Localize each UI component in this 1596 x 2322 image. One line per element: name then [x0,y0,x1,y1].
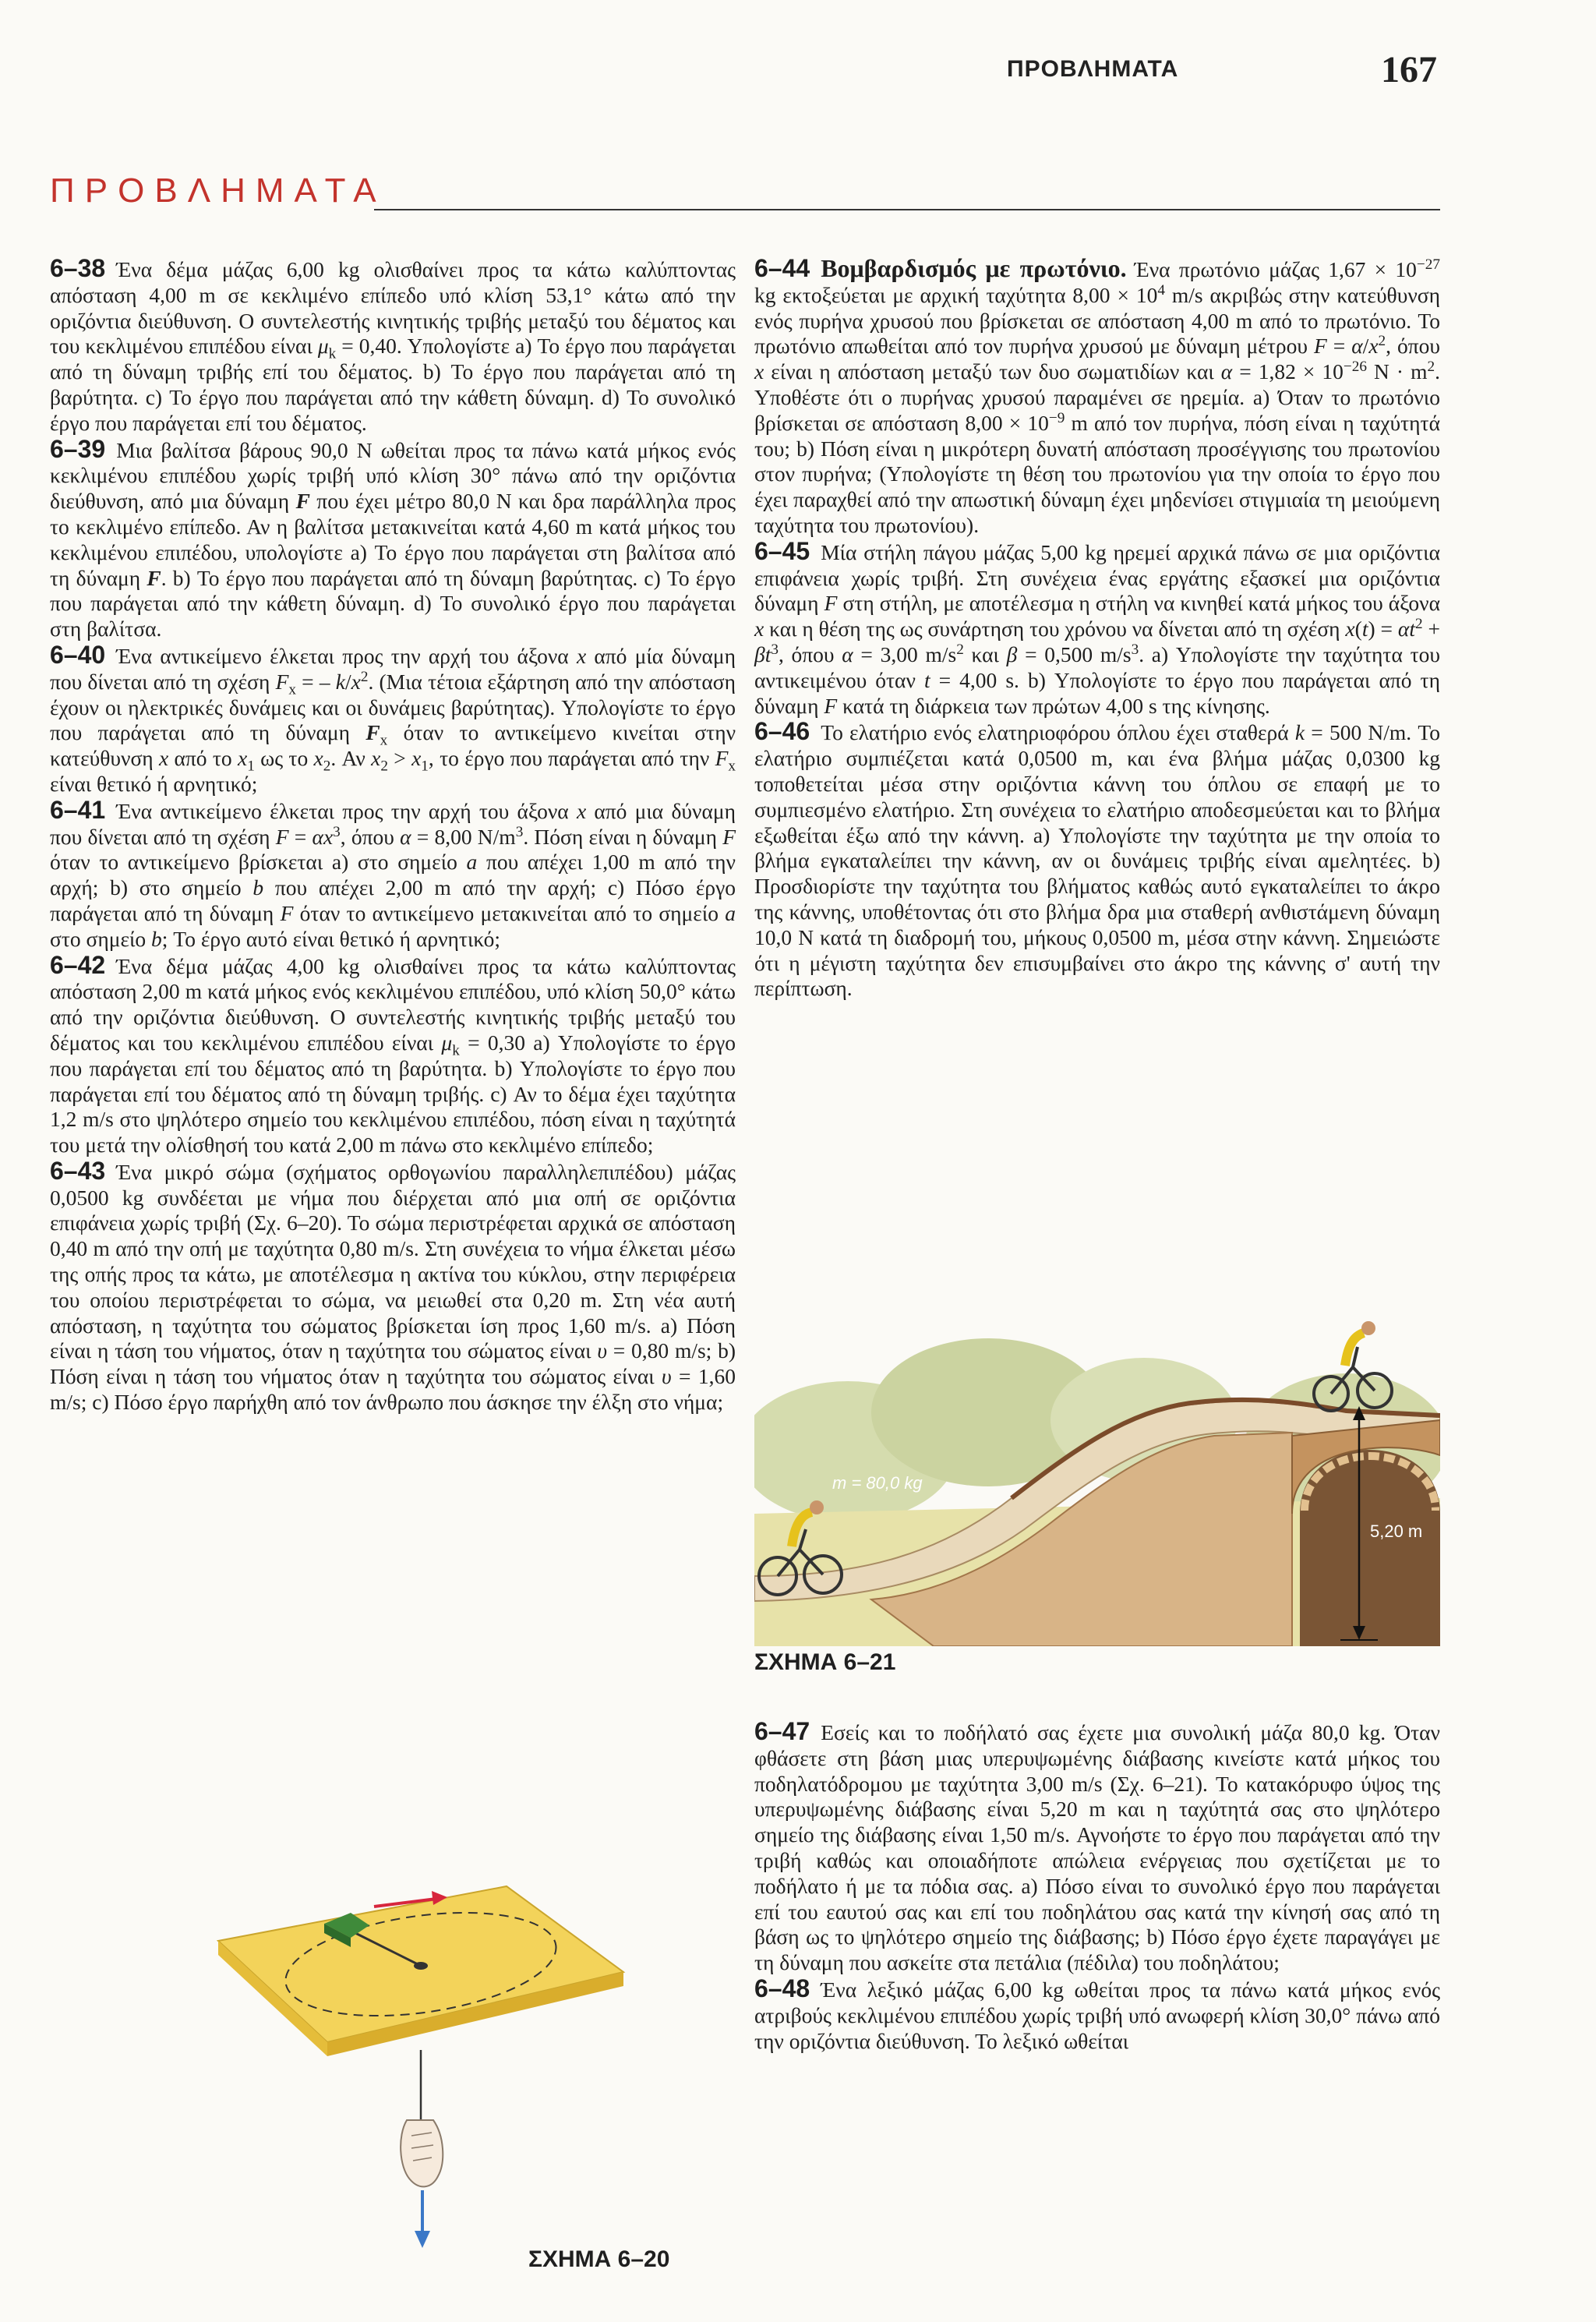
problem-number: 6–42 [50,950,106,979]
right-column-bottom [754,1719,1440,2054]
problem-number: 6–39 [50,434,106,463]
section-title: ΠΡΟΒΛΗΜΑΤΑ [50,171,387,210]
right-column-top [754,256,1440,1002]
problem-6-41 [50,797,736,952]
figure-6-21-caption: ΣΧΗΜΑ 6–21 [754,1649,896,1675]
problem-6-39 [50,436,736,642]
problem-number: 6–38 [50,254,106,282]
problem-text: Ένα αντικείμενο έλκεται προς την αρχή του άξονα x από μια δύναμη που δίνεται από τη σχέση $F = \alpha x^3$, όπου α = 8,00 $N/m^3$. Πόση είναι η δύναμη F όταν το αντικείμενο βρίσκεται a) στο σημείο a που απέχει 1,00 m από την αρχή; b) στο σημείο b που απέχει 2,00 m από την αρχή; c) Πόσο έργο παράγεται από τη δύναμη F όταν το αντικείμενο μετακινείται από το σημείο a στο σημείο b; Το έργο αυτό είναι θετικό ή αρνητικό; [50,798,736,951]
problem-text: Εσείς και το ποδήλατό σας έχετε μια συνολική μάζα 80,0 kg. Όταν φθάσετε στη βάση μιας υπερυψωμένης διάβασης κινείστε κατά μήκος του ποδηλατόδρομου με ταχύτητα 3,00 m/s (Σχ. 6–21). Το κατακόρυφο ύψος της υπερυψωμένης διάβασης είναι 5,20 m και η ταχύτητά σας στο ψηλότερο σημείο της διάβασης είναι 1,50 m/s. Αγνοήστε το έργο που παράγεται από την τριβή καθώς και οποιαδήποτε απώλεια ενέργειας που σχετίζεται με το ποδήλατο ή με τα πόδια σας. a) Πόσο είναι το συνολικό έργο που παράγεται επί του εαυτού σας και επί του ποδηλάτου σας κατά την κίνησή σας από τη βάση ως το ψηλότερο σημείο της διάβασης; b) Πόσο έργο έχετε παραγάγει με τη δύναμη που ασκείτε στα πετάλια (πέδιλα) του ποδηλάτου; [754,1720,1440,1975]
overpass-illustration [754,1319,1440,1646]
problem-text: Μια βαλίτσα βάρους 90,0 N ωθείται προς τα πάνω κατά μήκος ενός κεκλιμένου επιπέδου χωρίς τριβή υπό κλίση 30° πάνω από την οριζόντια διεύθυνση, από μια δύναμη F που έχει μέτρο 80,0 N και δρα παράλληλα προς το κεκλιμένο επίπεδο. Αν η βαλίτσα μετακινείται κατά 4,60 m κατά μήκος του κεκλιμένου επιπέδου, υπολογίστε a) Το έργο που παράγεται στη βαλίτσα από τη δύναμη F. b) Το έργο που παράγεται από τη δύναμη βαρύτητας. c) Το έργο που παράγεται από την κάθετη δύναμη. d) Το συνολικό έργο που παράγεται στη βαλίτσα. [50,437,736,641]
height-label: 5,20 m [1370,1521,1423,1541]
problem-number: 6–41 [50,795,106,824]
problem-text: Ένα δέμα μάζας 6,00 kg ολισθαίνει προς τα κάτω καλύπτοντας απόσταση 4,00 m σε κεκλιμένο επίπεδο υπό κλίση 53,1° κάτω από την οριζόντια διεύθυνση. Ο συντελεστής κινητικής τριβής μεταξύ του δέματος και του κεκλιμένου επιπέδου είναι $\mu_k = 0,40$. Υπολογίστε a) Το έργο που παράγεται από τη δύναμη τριβής επί του δέματος. b) Το έργο που παράγεται από τη βαρύτητα. c) Το έργο που παράγεται από την κάθετη δύναμη. d) Το συνολικό έργο που παράγεται επί του δέματος. [50,257,736,435]
page-number: 167 [1381,49,1437,90]
problem-number: 6–43 [50,1156,106,1185]
problem-number: 6–40 [50,640,106,669]
problem-6-46 [754,719,1440,1002]
problem-number: 6–46 [754,717,810,746]
problem-text: Ένα πρωτόνιο μάζας $1,67 \times 10^{-27}$ kg εκτοξεύεται με αρχική ταχύτητα $8,00 \times 10^4$ m/s ακριβώς στην κατεύθυνση ενός πυρήνα χρυσού που βρίσκεται σε απόσταση 4,00 m από το πρωτόνιο. Το πρωτόνιο απωθείται από τον πυρήνα χρυσού με δύναμη μέτρου $F = \alpha/x^2$, όπου x είναι η απόσταση μεταξύ των δυο σωματιδίων και $\alpha = 1,82 \times 10^{-26}$ $N \cdot m^2$. Υποθέστε ότι ο πυρήνας χρυσού παραμένει σε ηρεμία. a) Όταν το πρωτόνιο βρίσκεται σε απόσταση $8,00 \times 10^{-9}$ m από τον πυρήνα, πόση είναι η ταχύτητά του; b) Πόση είναι η μικρότερη δυνατή απόσταση προσέγγισης του πρωτονίου στον πυρήνα; (Υπολογίστε τη θέση του πρωτονίου για την οποία το έργο που έχει παραχθεί από την απωστική δύναμη έχει μηδενίσει στιγμιαία τη μειούμενη ταχύτητα του πρωτονίου). [754,256,1441,537]
problem-number: 6–47 [754,1717,810,1745]
problem-text: Μία στήλη πάγου μάζας 5,00 kg ηρεμεί αρχικά πάνω σε μια οριζόντια επιφάνεια χωρίς τριβή. Στη συνέχεια ένας εργάτης εξασκεί μια οριζόντια δύναμη F στη στήλη, με αποτέλεσμα η στήλη να κινηθεί κατά μήκος του άξονα x και η θέση της ως συνάρτηση του χρόνου να δίνεται από τη σχέση $x(t) = \alpha t^2 + \beta t^3$, όπου α = 3,00 $m/s^2$ και β = 0,500 $m/s^3$. a) Υπολογίστε την ταχύτητα του αντικειμένου όταν t = 4,00 s. b) Υπολογίστε το έργο που παράγεται από τη δύναμη F κατά τη διάρκεια των πρώτων 4,00 s της κίνησης. [754,539,1440,718]
problem-6-40 [50,642,736,797]
table-hole-illustration [117,1855,678,2260]
problem-number: 6–45 [754,536,810,565]
problem-6-43 [50,1158,736,1415]
problem-6-47 [754,1719,1440,1976]
problem-6-38 [50,256,736,436]
problem-title: Βομβαρδισμός με πρωτόνιο. [821,254,1127,282]
figure-6-20-caption: ΣΧΗΜΑ 6–20 [528,2246,670,2272]
problem-number: 6–48 [754,1974,810,2002]
problem-6-48 [754,1976,1440,2054]
figure-6-20 [117,1855,678,2260]
mass-label: m = 80,0 kg [832,1473,923,1493]
problem-6-44 [754,256,1440,539]
figure-6-21 [754,1319,1440,1677]
left-column [50,256,736,1415]
problem-6-42 [50,952,736,1158]
problem-text: Ένα δέμα μάζας 4,00 kg ολισθαίνει προς τα κάτω καλύπτοντας απόσταση 2,00 m κατά μήκος ενός κεκλιμένου επιπέδου, υπό κλίση 50,0° κάτω από την οριζόντια διεύθυνση. Ο συντελεστής κινητικής τριβής μεταξύ του δέματος και του κεκλιμένου επιπέδου είναι $\mu_k = 0,30$ a) Υπολογίστε το έργο που παράγεται επί του δέματος από τη βαρύτητα. b) Υπολογίστε το έργο που παράγεται επί του δέματος από τη δύναμη τριβής. c) Αν το δέμα έχει ταχύτητα 1,2 m/s στο ψηλότερο σημείο του κεκλιμένου επιπέδου, πόση είναι η ταχύτητά του μετά την ολίσθησή του κατά 2,00 m πάνω στο κεκλιμένο επίπεδο; [50,953,736,1157]
problem-text: Ένα αντικείμενο έλκεται προς την αρχή του άξονα x από μία δύναμη που δίνεται από τη σχέση $F_x$ = – $k/x^2$. (Μια τέτοια εξάρτηση από την απόσταση έχουν οι ηλεκτρικές δυνάμεις και οι δυνάμεις βαρύτητας). Υπολογίστε το έργο που παράγεται από τη δύναμη $F_x$ όταν το αντικείμενο κινείται στην κατεύθυνση x από το $x_1$ ως το $x_2$. Αν $x_2 > x_1$, το έργο που παράγεται από την $F_x$ είναι θετικό ή αρνητικό; [50,643,736,796]
problem-text: Ένα λεξικό μάζας 6,00 kg ωθείται προς τα πάνω κατά μήκος ενός ατριβούς κεκλιμένου επιπέδου χωρίς τριβή υπό ανωφερή κλίση 30,0° πάνω από την οριζόντια διεύθυνση. Το λεξικό ωθείται [754,1977,1440,2053]
problem-number: 6–44 [754,254,810,282]
problem-6-45 [754,536,1440,719]
problem-text: Το ελατήριο ενός ελατηριοφόρου όπλου έχει σταθερά k = 500 N/m. Το ελατήριο συμπιέζεται κατά 0,0500 m, και ένα βλήμα μάζας 0,0300 kg τοποθετείται μέσα στην οριζόντια κάννη του όπλου σε επαφή με το συμπιεσμένο ελατήριο. Στη συνέχεια το ελατήριο αποδεσμεύεται και το βλήμα εξωθείται έξω από την κάννη. a) Υπολογίστε την ταχύτητα με την οποία το βλήμα εγκαταλείπει την κάννη, αν οι δυνάμεις τριβής είναι αμελητέες. b) Προσδιορίστε την ταχύτητα του βλήματος καθώς αυτό εγκαταλείπει το άκρο της κάννης, υποθέτοντας ότι στο βλήμα δρα μια σταθερή ανθιστάμενη δύναμη 10,0 N κατά τη διαδρομή του, μήκους 0,0500 m, μέσα στην κάννη. Σημειώστε ότι η μέγιστη ταχύτητα δεν επισυμβαίνει στο άκρο της κάννης σ' αυτή την περίπτωση. [754,720,1440,1001]
problem-text: Ένα μικρό σώμα (σχήματος ορθογωνίου παραλληλεπιπέδου) μάζας 0,0500 kg συνδέεται με νήμα που διέρχεται από μια οπή σε οριζόντια επιφάνεια χωρίς τριβή (Σχ. 6–20). Το σώμα περιστρέφεται αρχικά σε απόσταση 0,40 m από την οπή με ταχύτητα 0,80 m/s. Στη συνέχεια το νήμα έλκεται μέσω της οπής προς τα κάτω, με αποτέλεσμα η ακτίνα του κύκλου, στην περιφέρεια του οποίου περιστρέφεται το σώμα, να μειωθεί στα 0,20 m. Στη νέα αυτή απόσταση, η ταχύτητα του σώματος βρίσκεται ίση προς 1,60 m/s. a) Πόση είναι η τάση του νήματος, όταν η ταχύτητα του σώματος είναι υ = 0,80 m/s; b) Πόση είναι η τάση του νήματος όταν η ταχύτητα του σώματος είναι υ = 1,60 m/s; c) Πόσο έργο παρήχθη από τον άνθρωπο που άσκησε την έλξη στο νήμα; [50,1159,736,1415]
section-rule [374,209,1440,210]
running-head: ΠΡΟΒΛΗΜΑΤΑ [1007,56,1179,82]
